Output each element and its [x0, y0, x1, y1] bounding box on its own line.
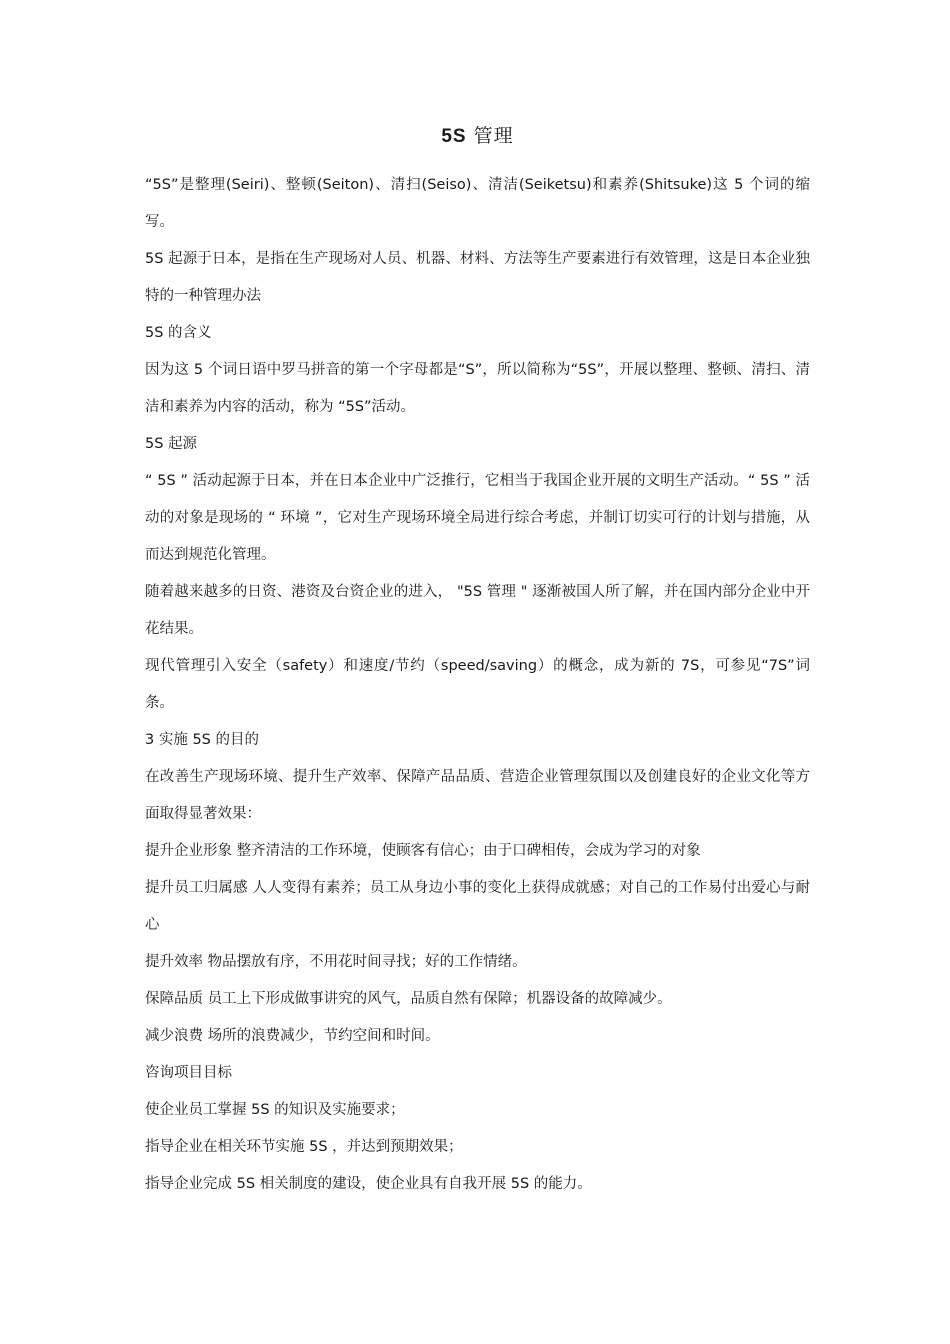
- paragraph-quality: 保障品质 员工上下形成做事讲究的风气，品质自然有保障；机器设备的故障减少。: [145, 991, 672, 1007]
- paragraph-image: 提升企业形象 整齐清洁的工作环境，使顾客有信心；由于口碑相传，会成为学习的对象: [145, 843, 701, 859]
- section-heading-purpose: 3 实施 5S 的目的: [145, 732, 259, 748]
- section-heading-meaning: 5S 的含义: [145, 325, 212, 341]
- paragraph-goal-3: 指导企业完成 5S 相关制度的建设，使企业具有自我开展 5S 的能力。: [145, 1176, 592, 1192]
- paragraph-purpose: 在改善生产现场环境、提升生产效率、保障产品品质、营造企业管理氛围以及创建良好的企业文化等方面取得显著效果：: [145, 769, 810, 822]
- section-heading-goals: 咨询项目目标: [145, 1065, 232, 1081]
- paragraph-efficiency: 提升效率 物品摆放有序，不用花时间寻找；好的工作情绪。: [145, 954, 527, 970]
- paragraph-origin-intro: 5S 起源于日本，是指在生产现场对人员、机器、材料、方法等生产要素进行有效管理，这是日本企业独特的一种管理办法: [145, 251, 810, 304]
- paragraph-meaning: 因为这 5 个词日语中罗马拼音的第一个字母都是“S”，所以简称为“5S”，开展以整理、整顿、清扫、清洁和素养为内容的活动，称为 “5S”活动。: [145, 362, 810, 415]
- document-page: [145, 118, 810, 1203]
- paragraph-belonging: 提升员工归属感 人人变得有素养；员工从身边小事的变化上获得成就感；对自己的工作易付出爱心与耐心: [145, 880, 810, 933]
- section-heading-origin: 5S 起源: [145, 436, 198, 452]
- paragraph-adoption: 随着越来越多的日资、港资及台资企业的进入， "5S 管理 " 逐渐被国人所了解，并在国内部分企业中开花结果。: [145, 584, 810, 637]
- title-prefix: 5S: [441, 126, 467, 147]
- paragraph-definition: “5S”是整理(Seiri)、整顿(Seiton)、清扫(Seiso)、清洁(Seiketsu)和素养(Shitsuke)这 5 个词的缩写。: [145, 177, 810, 230]
- paragraph-goal-1: 使企业员工掌握 5S 的知识及实施要求；: [145, 1102, 405, 1118]
- title-rest: 管理: [473, 125, 514, 147]
- paragraph-waste: 减少浪费 场所的浪费减少，节约空间和时间。: [145, 1028, 440, 1044]
- document-title: [145, 118, 810, 155]
- paragraph-goal-2: 指导企业在相关环节实施 5S ，并达到预期效果；: [145, 1139, 463, 1155]
- paragraph-7s: 现代管理引入安全（safety）和速度/节约（speed/saving）的概念，成为新的 7S，可参见“7S”词条。: [145, 658, 810, 711]
- paragraph-origin: “ 5S ” 活动起源于日本，并在日本企业中广泛推行，它相当于我国企业开展的文明生产活动。“ 5S ” 活动的对象是现场的 “ 环境 ”，它对生产现场环境全局进行综合考虑，并制订切实可行的计划与措施，从而达到规范化管理。: [145, 473, 810, 563]
